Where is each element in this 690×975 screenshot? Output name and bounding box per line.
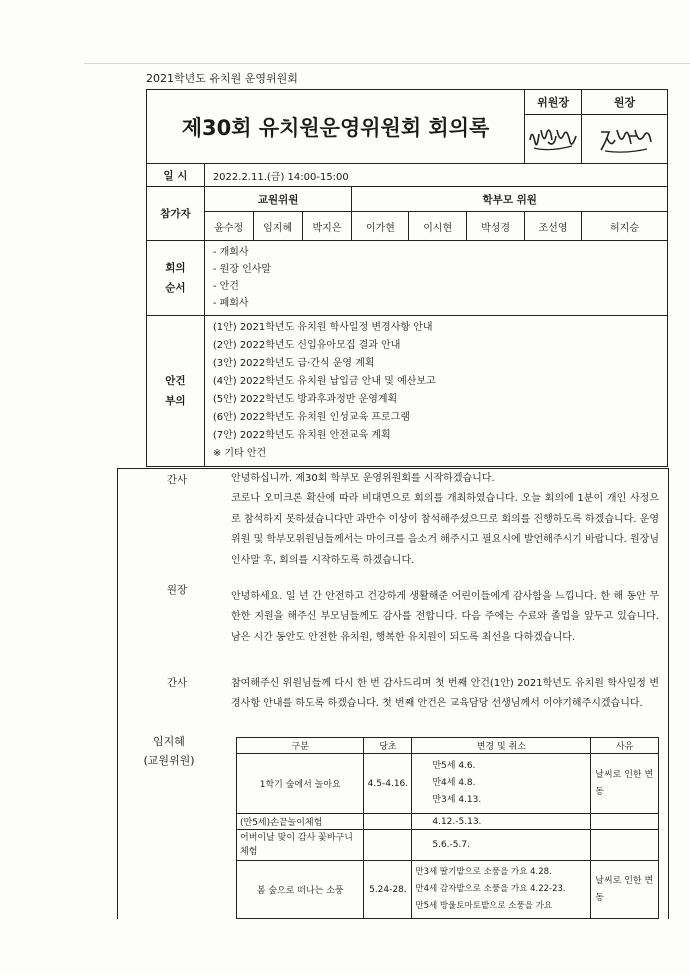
list-item: (6안) 2022학년도 유치원 인성교육 프로그램: [212, 412, 411, 423]
teacher-group-header: 교원위원: [204, 187, 352, 212]
list-item: - 안건: [212, 281, 239, 292]
schedule-change-table: [236, 737, 659, 919]
change-line: 만3세 딸기밭으로 소풍을 가요 4.28.: [415, 867, 552, 877]
list-item: (5안) 2022학년도 방과후과정반 운영계획: [212, 394, 398, 405]
agenda-items-label-line: 안건: [165, 375, 186, 387]
table-cell: 어버이날 맞이 감사 꽃바구니 체험: [237, 830, 364, 861]
table-cell: [412, 814, 591, 830]
speaker-label: 원장: [166, 584, 188, 596]
agenda-order-label: [147, 241, 205, 316]
table-cell: [364, 814, 412, 830]
list-item: (4안) 2022학년도 유치원 납입금 안내 및 예산보고: [212, 376, 436, 387]
minutes-line: 안녕하십니까. 제30회 학부모 운영위원회를 시작하겠습니다.: [231, 473, 495, 484]
change-line: 5.6.-5.7.: [432, 840, 470, 850]
parent-name: 이시현: [409, 212, 467, 241]
parent-name: 허지승: [582, 212, 668, 241]
table-cell: [412, 830, 591, 861]
change-line: 만5세 4.6.: [432, 761, 476, 771]
minutes-paragraph: 참여해주신 위원님들께 다시 한 번 감사드리며 첫 번째 안건(1안) 2021학년도 유치원 학사일정 변경사항 안내를 하도록 하겠습니다. 첫 번째 안건은 교육담당 선생님께서 이야기해주시겠습니다.: [231, 678, 659, 710]
table-cell: 1학기 숲에서 놀아요: [237, 754, 364, 814]
list-item: (3안) 2022학년도 급·간식 운영 계획: [212, 358, 375, 369]
speaker-label: 간사: [166, 677, 188, 689]
scan-edge-line: [84, 63, 690, 64]
teacher-name: 임지혜: [253, 212, 302, 241]
teacher-name: 윤수정: [204, 212, 253, 241]
table-cell: 봄 숲으로 떠나는 소풍: [237, 861, 364, 919]
change-line: 만5세 방울토마토밭으로 소풍을 가요: [415, 901, 553, 911]
director-signature-mark: [595, 122, 655, 156]
parent-name: 박성경: [467, 212, 525, 241]
table-cell: [412, 754, 591, 814]
change-line: 만4세 감자밭으로 소풍을 가요 4.22-23.: [415, 884, 566, 894]
table-cell: 날씨로 인한 변동: [591, 754, 659, 814]
chair-label: 위원장: [525, 90, 582, 115]
list-item: - 폐회사: [212, 298, 249, 309]
agenda-items-list: [204, 316, 667, 467]
parent-name: 이가현: [352, 212, 409, 241]
director-signature: [582, 115, 668, 164]
director-label: 원장: [582, 90, 668, 115]
table-cell: [412, 861, 591, 919]
agenda-order-label-line: 순서: [165, 282, 186, 294]
list-item: - 개회사: [212, 247, 249, 258]
parent-name: 조선영: [525, 212, 582, 241]
agenda-items-label-line: 부의: [165, 395, 186, 407]
table-cell: [364, 830, 412, 861]
document-title: 제30회 유치원운영위원회 회의록: [147, 90, 525, 164]
table-cell: (만5세)손끝놀이체험: [237, 814, 364, 830]
list-item: ※ 기타 안건: [212, 448, 267, 459]
list-item: (1안) 2021학년도 유치원 학사일정 변경사항 안내: [212, 322, 433, 333]
table-cell: 날씨로 인한 변동: [591, 861, 659, 919]
attendees-label: 참가자: [147, 187, 205, 241]
agenda-items-label: [147, 316, 205, 467]
schedule-header: 사유: [591, 738, 659, 754]
minutes-paragraph: 안녕하세요. 일 년 간 안전하고 건강하게 생활해준 어린이들에게 감사함을 느낍니다. 한 해 동안 무한한 지원을 해주신 부모님들께도 감사를 전합니다. 다음 주에는 수료와 졸업을 앞두고 있습니다. 남은 시간 동안도 안전한 유치원, 행복한 유치원이 되도록 최선을 다하겠습니다.: [231, 591, 659, 643]
schedule-header: 변경 및 취소: [412, 738, 591, 754]
speaker-name: 임지혜: [153, 735, 185, 748]
minutes-line: 코로나 오미크론 확산에 따라 비대면으로 회의를 개최하였습니다. 오늘 회의에 1분이 개인 사정으로 참석하지 못하셨습니다만 과반수 이상이 참석해주셨으므로 회의를 진행하도록 하겠습니다. 운영위원 및 학부모위원님들께서는 마이크를 음소거 해주시고 필요시에 발언해주시기 바랍니다. 원장님 인사말 후, 회의를 시작하도록 하겠습니다.: [231, 493, 659, 566]
schedule-header: 구분: [237, 738, 364, 754]
minutes-info-table: [146, 89, 668, 467]
datetime-value: 2022.2.11.(금) 14:00-15:00: [204, 164, 667, 187]
list-item: (2안) 2022학년도 신입유아모집 결과 안내: [212, 340, 401, 351]
change-line: 만4세 4.8.: [432, 778, 476, 788]
table-cell: [591, 830, 659, 861]
table-cell: 5.24-28.: [364, 861, 412, 919]
list-item: (7안) 2022학년도 유치원 안전교육 계획: [212, 430, 391, 441]
teacher-name: 박지은: [302, 212, 352, 241]
agenda-order-label-line: 회의: [165, 262, 186, 274]
speaker-label: [124, 732, 214, 770]
parent-group-header: 학부모 위원: [352, 187, 668, 212]
agenda-order-list: [204, 241, 667, 316]
change-line: 만3세 4.13.: [432, 795, 482, 805]
table-cell: [591, 814, 659, 830]
change-line: 4.12.-5.13.: [432, 816, 482, 827]
speaker-label: 간사: [166, 474, 188, 486]
list-item: - 원장 인사말: [212, 264, 272, 275]
minutes-paragraph: [231, 469, 659, 571]
speaker-role: (교원위원): [143, 754, 195, 767]
table-cell: 4.5-4.16.: [364, 754, 412, 814]
schedule-header: 당초: [364, 738, 412, 754]
chair-signature: [525, 115, 582, 164]
minutes-body: [117, 468, 669, 919]
datetime-label: 일 시: [147, 164, 205, 187]
chair-signature-mark: [526, 122, 580, 156]
document-header: 2021학년도 유치원 운영위원회: [146, 72, 298, 85]
